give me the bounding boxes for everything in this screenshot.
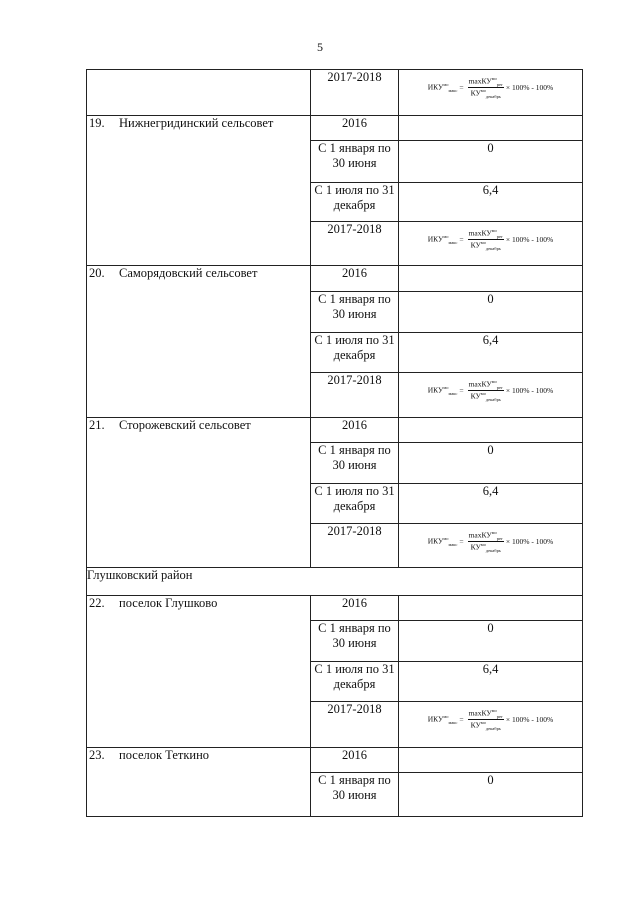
formula xyxy=(399,702,582,731)
tariff-table xyxy=(86,69,583,817)
formula-fraction: $\frac{\max КУ^{мо}_{рег}}{КУ^{мо}_{декабрь}}$ xyxy=(468,228,503,251)
table-row xyxy=(87,568,583,596)
formula-fraction: $\frac{\max КУ^{мо}_{рег}}{КУ^{мо}_{декабрь}}$ xyxy=(468,530,503,553)
row-number: 21. xyxy=(89,418,105,432)
period-cell: 2017-2018 xyxy=(311,222,399,266)
formula-lhs: $ИКУ^{мо}_{макс}$ xyxy=(427,385,458,396)
table-row xyxy=(87,70,583,116)
table-row xyxy=(87,116,583,141)
value-cell: 0 xyxy=(399,292,583,333)
period-cell: С 1 июля по 31 декабря xyxy=(311,662,399,702)
period-cell: 2017-2018 xyxy=(311,702,399,748)
settlement-cell xyxy=(87,596,311,748)
row-number: 22. xyxy=(89,596,105,610)
period-cell: С 1 января по 30 июня xyxy=(311,443,399,484)
row-number: 20. xyxy=(89,266,105,280)
period-cell: С 1 июля по 31 декабря xyxy=(311,484,399,524)
formula-lhs: $ИКУ^{мо}_{макс}$ xyxy=(427,714,458,725)
year-cell: 2016 xyxy=(311,418,399,443)
row-number: 19. xyxy=(89,116,105,130)
settlement-cell xyxy=(87,266,311,418)
formula-tail: × 100% - 100% xyxy=(505,235,554,244)
formula xyxy=(399,222,582,251)
formula xyxy=(399,70,582,99)
formula-tail: × 100% - 100% xyxy=(505,715,554,724)
formula-equals: = xyxy=(459,537,464,546)
value-cell: 0 xyxy=(399,621,583,662)
formula-equals: = xyxy=(459,235,464,244)
table-row xyxy=(87,266,583,292)
formula-fraction: $\frac{\max КУ^{мо}_{рег}}{КУ^{мо}_{декабрь}}$ xyxy=(468,76,503,99)
empty-cell xyxy=(399,748,583,773)
empty-cell xyxy=(399,596,583,621)
period-cell: С 1 июля по 31 декабря xyxy=(311,183,399,222)
formula-equals: = xyxy=(459,386,464,395)
settlement-name: Нижнегридинский сельсовет xyxy=(119,116,274,130)
period-cell: 2017-2018 xyxy=(311,524,399,568)
year-cell: 2016 xyxy=(311,748,399,773)
settlement-cell xyxy=(87,748,311,817)
year-cell: 2016 xyxy=(311,596,399,621)
table-row xyxy=(87,748,583,773)
formula-lhs: $ИКУ^{мо}_{макс}$ xyxy=(427,82,458,93)
settlement-name: Саморядовский сельсовет xyxy=(119,266,258,280)
period-cell: С 1 января по 30 июня xyxy=(311,292,399,333)
value-cell: 0 xyxy=(399,141,583,183)
settlement-cell xyxy=(87,116,311,266)
empty-cell xyxy=(87,70,311,116)
empty-cell xyxy=(399,116,583,141)
formula-tail: × 100% - 100% xyxy=(505,386,554,395)
period-cell: С 1 января по 30 июня xyxy=(311,773,399,817)
formula-cell xyxy=(399,70,583,116)
settlement-name: поселок Теткино xyxy=(119,748,210,762)
formula-cell xyxy=(399,222,583,266)
formula-cell xyxy=(399,373,583,418)
value-cell: 6,4 xyxy=(399,333,583,373)
formula-cell xyxy=(399,702,583,748)
formula-tail: × 100% - 100% xyxy=(505,537,554,546)
formula-tail: × 100% - 100% xyxy=(505,83,554,92)
formula-lhs: $ИКУ^{мо}_{макс}$ xyxy=(427,234,458,245)
period-cell: С 1 января по 30 июня xyxy=(311,141,399,183)
page-number: 5 xyxy=(317,40,323,54)
empty-cell xyxy=(399,418,583,443)
settlement-cell xyxy=(87,418,311,568)
row-number: 23. xyxy=(89,748,105,762)
formula-lhs: $ИКУ^{мо}_{макс}$ xyxy=(427,536,458,547)
formula-cell xyxy=(399,524,583,568)
district-heading: Глушковский район xyxy=(87,568,583,596)
formula xyxy=(399,373,582,402)
value-cell: 0 xyxy=(399,773,583,817)
year-cell: 2016 xyxy=(311,116,399,141)
value-cell: 6,4 xyxy=(399,183,583,222)
period-cell: С 1 января по 30 июня xyxy=(311,621,399,662)
settlement-name: поселок Глушково xyxy=(119,596,218,610)
value-cell: 6,4 xyxy=(399,484,583,524)
empty-cell xyxy=(399,266,583,292)
formula-fraction: $\frac{\max КУ^{мо}_{рег}}{КУ^{мо}_{декабрь}}$ xyxy=(468,708,503,731)
formula-equals: = xyxy=(459,715,464,724)
settlement-name: Сторожевский сельсовет xyxy=(119,418,251,432)
value-cell: 6,4 xyxy=(399,662,583,702)
table-row xyxy=(87,596,583,621)
period-cell: 2017-2018 xyxy=(311,70,399,116)
table-row xyxy=(87,418,583,443)
period-cell: 2017-2018 xyxy=(311,373,399,418)
year-cell: 2016 xyxy=(311,266,399,292)
value-cell: 0 xyxy=(399,443,583,484)
formula-fraction: $\frac{\max КУ^{мо}_{рег}}{КУ^{мо}_{декабрь}}$ xyxy=(468,379,503,402)
period-cell: С 1 июля по 31 декабря xyxy=(311,333,399,373)
formula xyxy=(399,524,582,553)
formula-equals: = xyxy=(459,83,464,92)
